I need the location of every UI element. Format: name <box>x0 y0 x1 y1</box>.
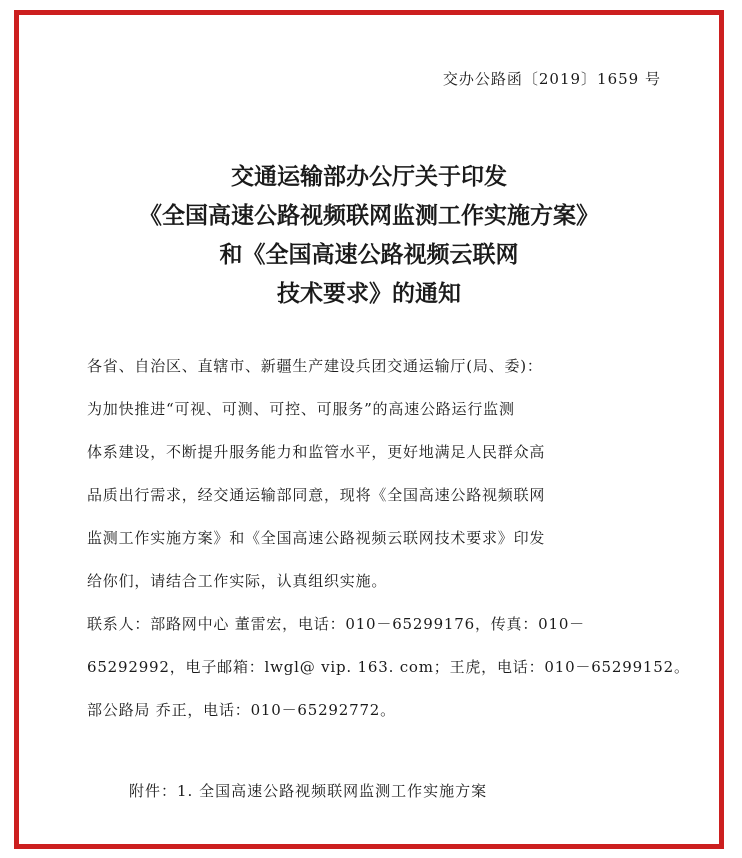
document-number: 交办公路函〔2019〕1659 号 <box>442 70 661 88</box>
title-line: 交通运输部办公厅关于印发 <box>231 164 507 190</box>
title-line: 技术要求》的通知 <box>277 281 461 307</box>
body-line: 品质出行需求，经交通运输部同意，现将《全国高速公路视频联网 <box>87 486 546 504</box>
body-line: 为加快推进“可视、可测、可控、可服务”的高速公路运行监测 <box>87 400 515 418</box>
contact-line: 联系人：部路网中心 董雷宏，电话：010－65299176，传真：010－ <box>87 615 585 633</box>
body-line: 体系建设，不断提升服务能力和监管水平，更好地满足人民群众高 <box>87 443 546 461</box>
title-line: 《全国高速公路视频联网监测工作实施方案》 <box>139 203 599 229</box>
document-title <box>19 158 719 314</box>
document-page <box>19 15 719 844</box>
salutation-line: 各省、自治区、直辖市、新疆生产建设兵团交通运输厅(局、委)： <box>87 357 543 375</box>
document-frame <box>14 10 724 849</box>
attachment-line: 附件：1. 全国高速公路视频联网监测工作实施方案 <box>129 782 488 800</box>
body-line: 监测工作实施方案》和《全国高速公路视频云联网技术要求》印发 <box>87 529 546 547</box>
contact-line: 65292992，电子邮箱：lwgl@ vip. 163. com；王虎，电话：010－65299152。 <box>87 658 690 676</box>
body-line: 给你们，请结合工作实际，认真组织实施。 <box>87 572 388 590</box>
contact-line: 部公路局 乔正，电话：010－65292772。 <box>87 701 396 719</box>
title-line: 和《全国高速公路视频云联网 <box>219 242 519 268</box>
